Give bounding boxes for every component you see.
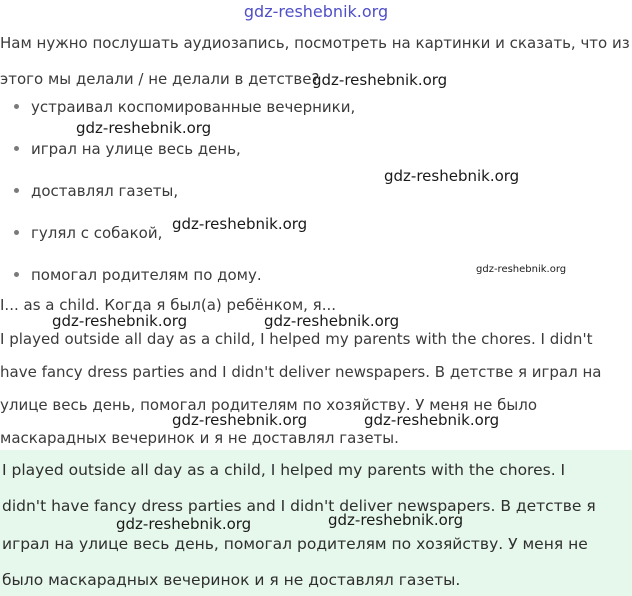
watermark: gdz-reshebnik.org xyxy=(116,515,252,533)
list-item: доставлял газеты, xyxy=(14,182,178,200)
example-line-1: I played outside all day as a child, I helped my parents with the chores. I didn't xyxy=(0,330,593,348)
list-item: помогал родителям по дому. xyxy=(14,266,262,284)
watermark: gdz-reshebnik.org xyxy=(476,264,567,275)
watermark: gdz-reshebnik.org xyxy=(328,511,464,529)
task-line-1: Нам нужно послушать аудиозапись, посмотреть на картинки и сказать, что из xyxy=(0,34,630,52)
answer-line-4: было маскарадных вечеринок и я не доставлял газеты. xyxy=(2,571,461,589)
watermark: gdz-reshebnik.org xyxy=(264,312,400,330)
answer-line-3: играл на улице весь день, помогал родителям по хозяйству. У меня не xyxy=(2,535,588,553)
prompt-line: I... as a child. Когда я был(а) ребёнком, я... xyxy=(0,296,337,314)
answer-line-1: I played outside all day as a child, I helped my parents with the chores. I xyxy=(2,461,566,479)
example-line-2: have fancy dress parties and I didn't deliver newspapers. В детстве я играл на xyxy=(0,363,602,381)
bullet-icon xyxy=(14,104,19,109)
bullet-icon xyxy=(14,272,19,277)
bullet-icon xyxy=(14,146,19,151)
list-item: играл на улице весь день, xyxy=(14,140,241,158)
answer-line-2: didn't have fancy dress parties and I didn't deliver newspapers. В детстве я xyxy=(2,497,596,515)
watermark: gdz-reshebnik.org xyxy=(312,71,448,89)
watermark: gdz-reshebnik.org xyxy=(364,411,500,429)
list-item: устраивал коспомированные вечерники, xyxy=(14,98,355,116)
list-item: гулял с собакой, xyxy=(14,224,162,242)
bullet-icon xyxy=(14,230,19,235)
watermark: gdz-reshebnik.org xyxy=(76,119,212,137)
watermark: gdz-reshebnik.org xyxy=(172,411,308,429)
header-watermark: gdz-reshebnik.org xyxy=(243,2,389,21)
watermark: gdz-reshebnik.org xyxy=(384,167,520,185)
watermark: gdz-reshebnik.org xyxy=(52,312,188,330)
bullet-icon xyxy=(14,188,19,193)
example-line-3: улице весь день, помогал родителям по хозяйству. У меня не было xyxy=(0,396,538,414)
watermark: gdz-reshebnik.org xyxy=(172,215,308,233)
task-line-2: этого мы делали / не делали в детстве? xyxy=(0,70,320,88)
example-line-4: маскарадных вечеринок и я не доставлял газеты. xyxy=(0,429,399,447)
